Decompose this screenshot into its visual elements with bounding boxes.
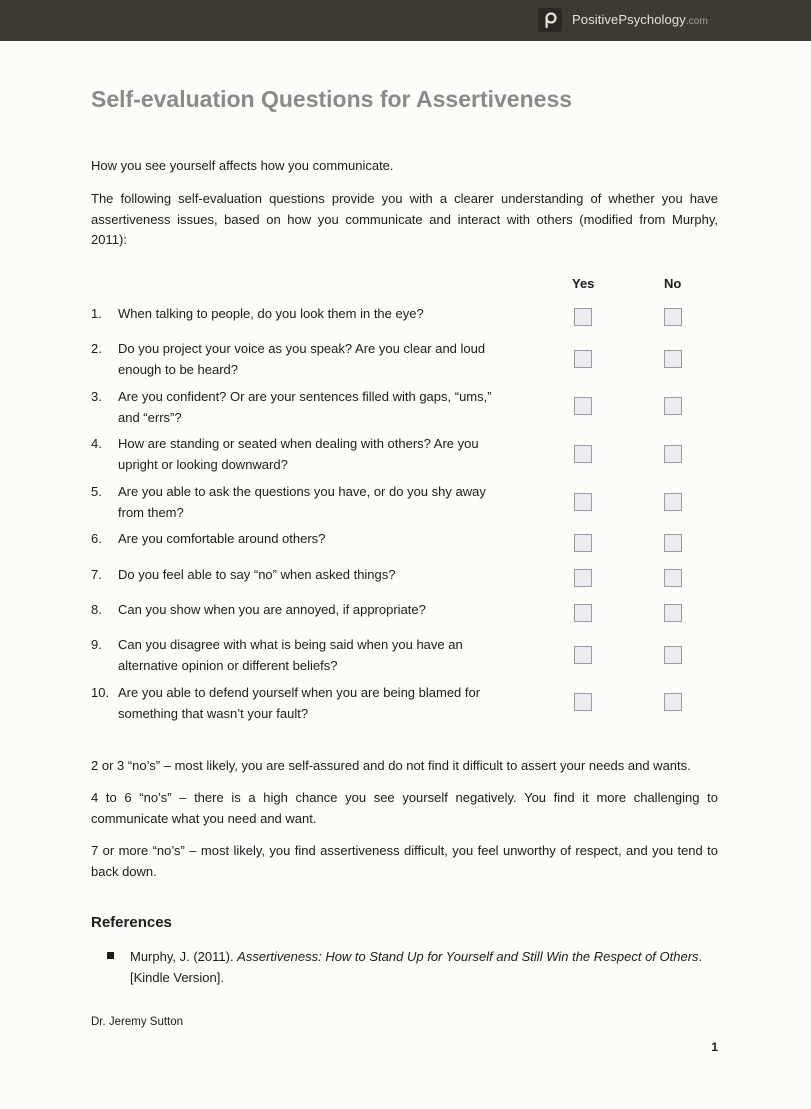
question-text: How are standing or seated when dealing with others? Are you upright or looking downward?	[118, 436, 479, 472]
question-text: Do you feel able to say “no” when asked things?	[118, 567, 396, 582]
q1-yes-checkbox[interactable]	[574, 308, 592, 326]
references-heading: References	[91, 914, 172, 931]
question-number: 2.	[91, 341, 102, 356]
scoring-text-1: 2 or 3 “no’s” – most likely, you are self-assured and do not find it difficult to assert your needs and wants.	[91, 758, 691, 773]
question-text: Can you disagree with what is being said when you have an alternative opinion or different beliefs?	[118, 637, 463, 673]
scoring-text-3: 7 or more “no’s” – most likely, you find assertiveness difficult, you feel unworthy of respect, and you tend to back down.	[91, 843, 718, 879]
description-text: The following self-evaluation questions provide you with a clearer understanding of whether you have assertiveness issues, based on how you communicate and interact with others (modified from Murphy, 2011):	[91, 191, 718, 247]
q5-no-checkbox[interactable]	[664, 493, 682, 511]
question-text: Are you comfortable around others?	[118, 531, 326, 546]
question-number: 7.	[91, 567, 102, 582]
brand-name: PositivePsychology.com	[572, 12, 708, 27]
question-text: Are you confident? Or are your sentences filled with gaps, “ums,” and “errs”?	[118, 389, 492, 425]
q6-yes-checkbox[interactable]	[574, 534, 592, 552]
q7-no-checkbox[interactable]	[664, 569, 682, 587]
q3-no-checkbox[interactable]	[664, 397, 682, 415]
q9-no-checkbox[interactable]	[664, 646, 682, 664]
page-title: Self-evaluation Questions for Assertiveness	[91, 86, 573, 112]
intro-text: How you see yourself affects how you communicate.	[91, 158, 394, 173]
question-number: 10.	[91, 685, 110, 700]
q2-no-checkbox[interactable]	[664, 350, 682, 368]
q5-yes-checkbox[interactable]	[574, 493, 592, 511]
yes-column-header: Yes	[572, 276, 595, 291]
q6-no-checkbox[interactable]	[664, 534, 682, 552]
q10-yes-checkbox[interactable]	[574, 693, 592, 711]
question-number: 5.	[91, 484, 102, 499]
question-text: Can you show when you are annoyed, if appropriate?	[118, 602, 426, 617]
question-text: Are you able to ask the questions you have, or do you shy away from them?	[118, 484, 486, 520]
reference-item: Murphy, J. (2011). Assertiveness: How to Stand Up for Yourself and Still Win the Respect of Others. [Kindle Version].	[130, 949, 703, 985]
no-column-header: No	[664, 276, 682, 291]
question-text: When talking to people, do you look them in the eye?	[118, 306, 424, 321]
q2-yes-checkbox[interactable]	[574, 350, 592, 368]
footer-author: Dr. Jeremy Sutton	[91, 1016, 184, 1028]
q7-yes-checkbox[interactable]	[574, 569, 592, 587]
q8-yes-checkbox[interactable]	[574, 604, 592, 622]
bullet-icon	[107, 952, 114, 959]
question-number: 9.	[91, 637, 102, 652]
question-text: Are you able to defend yourself when you are being blamed for something that wasn’t your fault?	[118, 685, 481, 721]
question-text: Do you project your voice as you speak? Are you clear and loud enough to be heard?	[118, 341, 486, 377]
q10-no-checkbox[interactable]	[664, 693, 682, 711]
q1-no-checkbox[interactable]	[664, 308, 682, 326]
question-number: 6.	[91, 531, 102, 546]
q3-yes-checkbox[interactable]	[574, 397, 592, 415]
question-number: 4.	[91, 436, 102, 451]
q8-no-checkbox[interactable]	[664, 604, 682, 622]
q9-yes-checkbox[interactable]	[574, 646, 592, 664]
question-number: 1.	[91, 306, 102, 321]
question-number: 3.	[91, 389, 102, 404]
question-number: 8.	[91, 602, 102, 617]
header-bar	[0, 0, 811, 41]
page-number: 1	[711, 1040, 718, 1054]
positivepsychology-logo-icon	[538, 8, 562, 32]
q4-no-checkbox[interactable]	[664, 445, 682, 463]
q4-yes-checkbox[interactable]	[574, 445, 592, 463]
scoring-text-2: 4 to 6 “no’s” – there is a high chance you see yourself negatively. You find it more challenging to communicate what you need and want.	[91, 790, 718, 826]
